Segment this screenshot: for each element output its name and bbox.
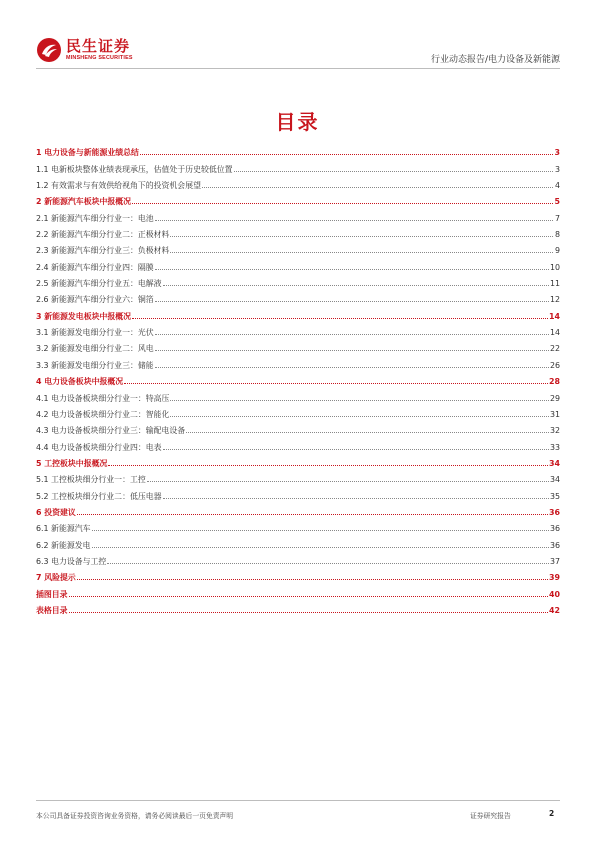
toc-entry-label: 2.6 新能源汽车细分行业六：铜箔 (36, 295, 154, 305)
toc-entry-page: 3 (554, 164, 560, 174)
toc-entry-label: 插图目录 (36, 589, 68, 599)
toc-entry-label: 4.1 电力设备板块细分行业一：特高压 (36, 393, 170, 403)
toc-dot-leader (155, 220, 553, 221)
toc-entry-label: 3.3 新能源发电细分行业三：储能 (36, 360, 154, 370)
toc-entry-label: 5 工控板块中报概况 (36, 458, 108, 468)
footer-divider (36, 800, 560, 801)
company-logo (36, 34, 133, 66)
toc-subsection-entry[interactable] (36, 207, 560, 223)
toc-section-entry[interactable] (36, 142, 560, 158)
toc-subsection-entry[interactable] (36, 436, 560, 452)
toc-dot-leader (186, 432, 549, 433)
toc-dot-leader (163, 285, 549, 286)
toc-entry-label: 2.2 新能源汽车细分行业二：正极材料 (36, 230, 170, 240)
toc-dot-leader (77, 579, 548, 580)
toc-entry-page: 14 (549, 328, 560, 338)
toc-subsection-entry[interactable] (36, 322, 560, 338)
minsheng-logo-icon (36, 37, 62, 63)
toc-title: 目录 (275, 110, 320, 134)
toc-subsection-entry[interactable] (36, 240, 560, 256)
toc-section-entry[interactable] (36, 305, 560, 321)
toc-dot-leader (147, 481, 549, 482)
toc-entry-label: 表格目录 (36, 605, 68, 615)
toc-entry-page: 28 (549, 377, 560, 387)
toc-entry-label: 7 风险提示 (36, 573, 76, 583)
toc-subsection-entry[interactable] (36, 158, 560, 174)
toc-entry-page: 11 (549, 279, 560, 289)
toc-subsection-entry[interactable] (36, 289, 560, 305)
toc-dot-leader (155, 350, 549, 351)
toc-dot-leader (163, 449, 549, 450)
toc-entry-page: 35 (549, 491, 560, 501)
toc-entry-page: 39 (549, 573, 560, 583)
toc-entry-page: 40 (549, 589, 560, 599)
toc-entry-label: 2 新能源汽车板块中报概况 (36, 197, 132, 207)
page-number: 2 (549, 809, 555, 818)
logo-chinese-name: 民生证券 (66, 37, 131, 55)
toc-subsection-entry[interactable] (36, 354, 560, 370)
toc-dot-leader (132, 203, 553, 204)
toc-entry-label: 3.1 新能源发电细分行业一：光伏 (36, 328, 154, 338)
toc-entry-page: 36 (549, 507, 560, 517)
toc-subsection-entry[interactable] (36, 224, 560, 240)
toc-dot-leader (155, 334, 549, 335)
toc-section-entry[interactable] (36, 600, 560, 616)
toc-dot-leader (170, 400, 549, 401)
toc-entry-label: 2.3 新能源汽车细分行业三：负极材料 (36, 246, 170, 256)
toc-entry-label: 4.2 电力设备板块细分行业二：智能化 (36, 409, 170, 419)
toc-entry-label: 4.3 电力设备板块细分行业三：输配电设备 (36, 426, 186, 436)
toc-dot-leader (170, 252, 553, 253)
toc-dot-leader (202, 187, 553, 188)
footer-disclaimer: 本公司具备证券投资咨询业务资格，请务必阅读最后一页免责声明 (36, 812, 234, 820)
toc-subsection-entry[interactable] (36, 485, 560, 501)
toc-subsection-entry[interactable] (36, 387, 560, 403)
toc-entry-page: 8 (554, 230, 560, 240)
toc-entry-page: 36 (549, 540, 560, 550)
toc-entry-page: 26 (549, 360, 560, 370)
toc-entry-label: 2.4 新能源汽车细分行业四：隔膜 (36, 262, 154, 272)
toc-subsection-entry[interactable] (36, 534, 560, 550)
toc-entry-label: 2.5 新能源汽车细分行业五：电解液 (36, 279, 162, 289)
toc-section-entry[interactable] (36, 502, 560, 518)
toc-entry-label: 4.4 电力设备板块细分行业四：电表 (36, 442, 162, 452)
toc-subsection-entry[interactable] (36, 175, 560, 191)
footer-document-type: 证券研究报告 (470, 812, 511, 820)
toc-entry-page: 34 (549, 458, 560, 468)
toc-section-entry[interactable] (36, 453, 560, 469)
toc-entry-page: 32 (549, 426, 560, 436)
toc-entry-page: 33 (549, 442, 560, 452)
toc-entry-label: 1 电力设备与新能源业绩总结 (36, 148, 139, 158)
toc-subsection-entry[interactable] (36, 469, 560, 485)
toc-dot-leader (163, 498, 549, 499)
toc-dot-leader (107, 563, 549, 564)
toc-dot-leader (92, 547, 549, 548)
toc-entry-label: 5.2 工控板块细分行业二：低压电器 (36, 491, 162, 501)
logo-english-name: MINSHENG SECURITIES (66, 55, 133, 61)
toc-dot-leader (69, 596, 548, 597)
toc-entry-page: 22 (549, 344, 560, 354)
toc-section-entry[interactable] (36, 567, 560, 583)
toc-entry-label: 4 电力设备板块中报概况 (36, 377, 124, 387)
toc-dot-leader (132, 318, 548, 319)
report-category: 行业动态报告/电力设备及新能源 (430, 55, 560, 65)
toc-entry-page: 9 (554, 246, 560, 256)
toc-entry-label: 6.1 新能源汽车 (36, 524, 91, 534)
toc-subsection-entry[interactable] (36, 420, 560, 436)
toc-dot-leader (77, 514, 548, 515)
toc-entry-page: 36 (549, 524, 560, 534)
toc-entry-label: 1.2 有效需求与有效供给视角下的投资机会展望 (36, 181, 201, 191)
toc-entry-label: 2.1 新能源汽车细分行业一：电池 (36, 213, 154, 223)
toc-subsection-entry[interactable] (36, 404, 560, 420)
toc-subsection-entry[interactable] (36, 256, 560, 272)
toc-entry-page: 37 (549, 556, 560, 566)
toc-dot-leader (155, 301, 549, 302)
toc-dot-leader (92, 530, 549, 531)
toc-dot-leader (108, 465, 548, 466)
toc-entry-page: 3 (554, 148, 560, 158)
toc-dot-leader (234, 171, 553, 172)
toc-entry-page: 5 (554, 197, 560, 207)
page-header (36, 34, 560, 66)
table-of-contents (36, 142, 560, 616)
toc-dot-leader (170, 236, 553, 237)
toc-section-entry[interactable] (36, 371, 560, 387)
toc-dot-leader (140, 154, 553, 155)
toc-entry-label: 6.3 电力设备与工控 (36, 556, 107, 566)
toc-entry-label: 3 新能源发电板块中报概况 (36, 311, 132, 321)
toc-entry-label: 1.1 电新板块整体业绩表现承压，估值处于历史较低位置 (36, 164, 233, 174)
toc-entry-page: 29 (549, 393, 560, 403)
toc-entry-label: 6.2 新能源发电 (36, 540, 91, 550)
toc-entry-label: 6 投资建议 (36, 507, 76, 517)
toc-entry-page: 34 (549, 475, 560, 485)
toc-dot-leader (155, 367, 549, 368)
toc-dot-leader (124, 383, 548, 384)
toc-entry-page: 12 (549, 295, 560, 305)
toc-dot-leader (155, 269, 549, 270)
toc-section-entry[interactable] (36, 191, 560, 207)
header-divider (36, 68, 560, 69)
toc-entry-page: 42 (549, 605, 560, 615)
toc-entry-page: 31 (549, 409, 560, 419)
toc-entry-page: 14 (549, 311, 560, 321)
toc-subsection-entry[interactable] (36, 551, 560, 567)
toc-entry-label: 5.1 工控板块细分行业一：工控 (36, 475, 146, 485)
toc-subsection-entry[interactable] (36, 338, 560, 354)
toc-subsection-entry[interactable] (36, 518, 560, 534)
toc-dot-leader (170, 416, 549, 417)
toc-entry-page: 7 (554, 213, 560, 223)
toc-subsection-entry[interactable] (36, 273, 560, 289)
toc-entry-page: 4 (554, 181, 560, 191)
toc-entry-page: 10 (549, 262, 560, 272)
toc-entry-label: 3.2 新能源发电细分行业二：风电 (36, 344, 154, 354)
toc-section-entry[interactable] (36, 583, 560, 599)
toc-dot-leader (69, 612, 548, 613)
